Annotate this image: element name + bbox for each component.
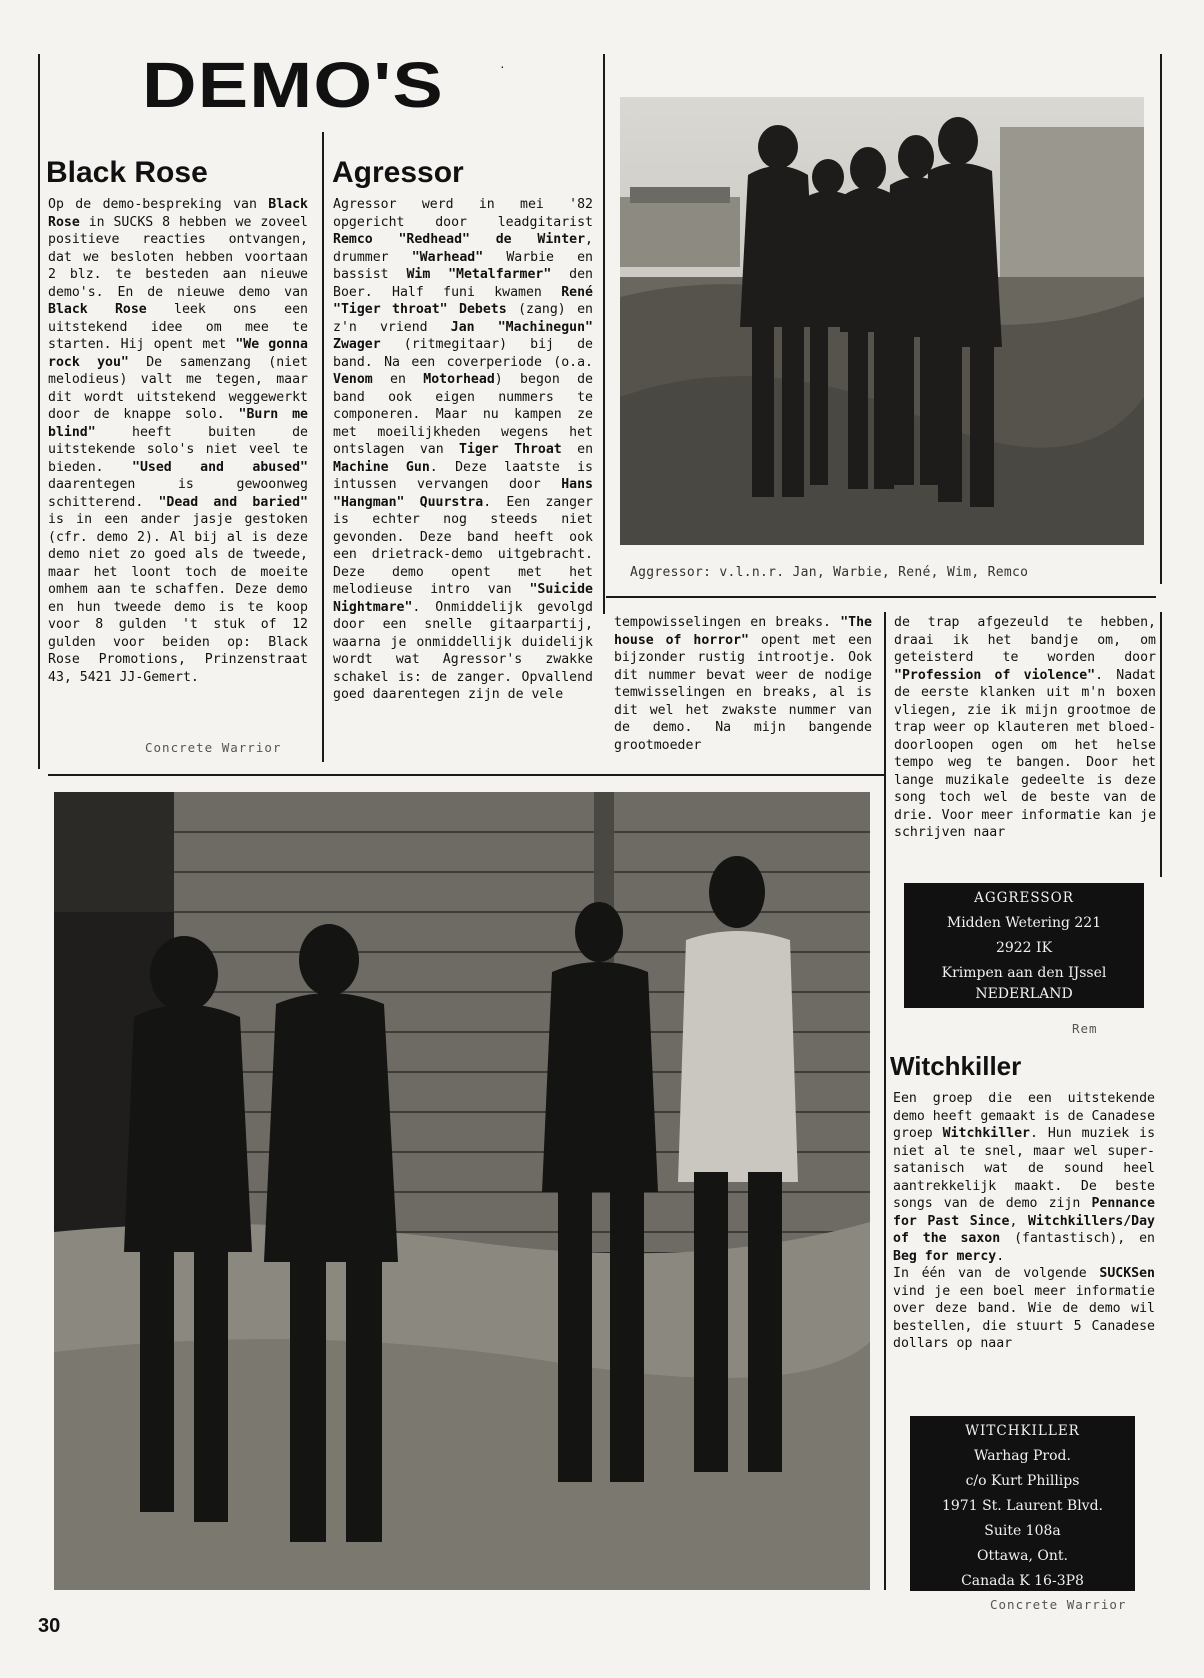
left-column-rule [38, 54, 40, 769]
right-column-rule [884, 760, 886, 1590]
witchkiller-address-line: WITCHKILLER [965, 1423, 1080, 1439]
bold-text-run: Machine Gun [333, 459, 430, 475]
witchkiller-address-box [910, 1416, 1135, 1591]
agressor-credit: Rem [1072, 1021, 1098, 1036]
caption-underline-rule [606, 596, 1156, 598]
center-column-rule [322, 132, 324, 762]
section-divider-rule [48, 774, 884, 776]
text-run: tempowisselingen en breaks. [614, 615, 841, 630]
bold-text-run: Venom [333, 372, 373, 387]
text-run: daarentegen is gewoonweg schitterend. [48, 477, 308, 510]
bold-text-run: Beg for mercy [893, 1248, 997, 1264]
bold-text-run: "Profession of violence" [894, 667, 1096, 683]
bold-text-run: "Suicide Nightmare" [333, 582, 593, 615]
lower-col-rule-1 [884, 612, 886, 762]
witchkiller-heading: Witchkiller [890, 1051, 1022, 1081]
witchkiller-address-line: c/o Kurt Phillips [965, 1473, 1080, 1489]
black-rose-credit: Concrete Warrior [145, 740, 282, 755]
text-run: de trap afgezeuld te hebben, draai ik het bandje om, om geteisterd te worden door [894, 615, 1156, 665]
agressor-article-col3 [894, 614, 1156, 842]
bold-text-run: SUCKSen [1099, 1266, 1155, 1281]
bold-text-run: Wim "Metalfarmer" [406, 267, 552, 282]
text-run: . Een zanger is echter nog steeds niet gevonden. Deze band heeft ook een drietrack-demo uitgebracht. Deze demo opent met het melodieuse intro van [333, 494, 593, 597]
bold-text-run: "The house of horror" [614, 615, 872, 648]
agressor-address-line: NEDERLAND [975, 986, 1073, 1002]
agressor-text-col2 [614, 614, 872, 754]
bold-text-run: Witchkiller [942, 1126, 1030, 1141]
witchkiller-address-line: Warhag Prod. [974, 1448, 1071, 1464]
agressor-address-box [904, 883, 1144, 1008]
text-run: . Nadat de eerste klanken uit m'n boxen vliegen, zie ik mijn grootmoe de trap weer op klauteren met bloed-doorloopen ogen om het helse tempo weg te bangen. Door het lange muzikale gedeelte is deze song toch wel de beste van de drie. Voor meer informatie kan je schrijven naar [894, 667, 1157, 840]
bold-text-run: Jan "Machinegun" Zwager [333, 319, 593, 352]
black-rose-band-photo [54, 792, 870, 1590]
text-run: De samenzang (niet melodieus) valt me tegen, maar dit wordt uitstekend weggewerkt door de knappe solo. [48, 354, 308, 422]
text-run: . Onmiddelijk gevolgd door een snelle gitaarpartij, waarna je onmiddellijk duidelijk wordt wat Agressor's zwakke schakel is: de zanger. Opvallend goed daarentegen zijn de vele [333, 599, 593, 702]
agressor-address-line: Krimpen aan den IJssel [941, 965, 1107, 981]
text-run: In één van de volgende [893, 1266, 1100, 1281]
bold-text-run: "Burn me blind" [48, 407, 308, 440]
page-number: 30 [38, 1615, 61, 1637]
witchkiller-address-line: 1971 St. Laurent Blvd. [941, 1498, 1103, 1514]
bold-text-run: "We gonna rock you" [48, 337, 308, 370]
right-edge-rule-lower [1160, 612, 1162, 877]
masthead-dot: · [500, 58, 505, 74]
text-run: leek ons een uitstekend idee om mee te starten. Hij opent met [48, 302, 308, 352]
agressor-article-col1 [333, 196, 593, 704]
masthead: DEMO'S [142, 49, 444, 121]
text-run: . Deze laatste is intussen vervangen door [333, 459, 593, 492]
right-edge-rule [1160, 54, 1162, 584]
bold-text-run: Pennance for Past Since [893, 1196, 1155, 1229]
agressor-text-col1 [333, 196, 593, 704]
text-run: ) begon de band ook eigen nummers te componeren. Maar nu kampen ze met moeilijkheden wegens het ontslagen van [333, 372, 593, 457]
witchkiller-credit: Concrete Warrior [990, 1597, 1127, 1612]
text-run: is in een ander jasje gestoken (cfr. demo 2). Al bij al is deze demo niet zo goed als de tweede, maar het loont toch de moeite omhem aan te schaffen. Deze demo en hun tweede demo is te koop voor 8 gulden 't stuk of 12 gulden voor beiden op: Black Rose Promotions, Prinzenstraat 43, 5421 JJ-Gemert. [48, 512, 308, 685]
mid-column-rule [603, 54, 605, 614]
text-run: den Boer. Half funi kwamen [333, 267, 593, 300]
text-run: , drummer [333, 232, 593, 265]
bold-text-run: Black Rose [48, 197, 308, 230]
agressor-text-col3 [894, 614, 1156, 842]
black-rose-heading: Black Rose [46, 156, 208, 189]
bold-text-run: Witchkillers/Day of the saxon [893, 1213, 1155, 1246]
bold-text-run: René "Tiger throat" Debets [333, 284, 593, 317]
text-run: heeft buiten de uitstekende solo's niet veel te bieden. [48, 424, 308, 475]
agressor-address-line: 2922 IK [995, 940, 1053, 956]
witchkiller-address-line: Suite 108a [984, 1523, 1061, 1539]
bold-text-run: "Used and abused" [132, 459, 308, 475]
text-run: Op de demo-bespreking van [48, 197, 269, 212]
witchkiller-article [893, 1090, 1155, 1353]
bold-text-run: Hans "Hangman" Quurstra [333, 477, 593, 510]
witchkiller-address-line: Canada K 16-3P8 [961, 1573, 1084, 1589]
bold-text-run: Motorhead [423, 372, 495, 387]
bold-text-run: Tiger Throat [459, 442, 562, 457]
black-rose-article [48, 196, 308, 686]
witchkiller-address-line: Ottawa, Ont. [977, 1548, 1068, 1564]
agressor-heading: Agressor [332, 156, 464, 189]
text-run: (ritmegitaar) bij de band. Na een coverperiode (o.a. [333, 337, 593, 370]
text-run: Warbie en bassist [333, 249, 593, 282]
agressor-article-col2 [614, 614, 872, 754]
text-run: in SUCKS 8 hebben we zoveel positieve reacties ontvangen, dat we besloten hebben voortaan 2 blz. te besteden aan nieuwe demo's. En de nieuwe demo van [48, 214, 308, 300]
agressor-band-photo [620, 97, 1144, 545]
bold-text-run: Black Rose [48, 302, 147, 317]
bold-text-run: "Warhead" [411, 249, 484, 265]
text-run: Agressor werd in mei '82 opgericht door leadgitarist [333, 197, 593, 230]
agressor-address-line: AGGRESSOR [974, 890, 1074, 906]
bold-text-run: Remco "Redhead" de Winter [333, 232, 586, 247]
text-run: vind je een boel meer informatie over deze band. Wie de demo wil bestellen, die stuurt 5 Canadese dollars op naar [893, 1283, 1155, 1351]
text-run: (zang) en z'n vriend [333, 302, 593, 335]
text-run: . [996, 1248, 1005, 1264]
text-run: (fantastisch), en [1000, 1231, 1155, 1246]
agressor-address-line: Midden Wetering 221 [946, 915, 1102, 931]
black-rose-text [48, 196, 308, 686]
agressor-photo-art [620, 97, 1144, 545]
text-run: Een groep die een uitstekende demo heeft gemaakt is de Canadese groep [893, 1091, 1156, 1141]
witchkiller-text [893, 1090, 1155, 1265]
text-run: en [561, 442, 594, 457]
text-run: opent met een bijzonder rustig introotje. Ook dit nummer bevat weer de nodige temwisselingen en breaks, al is dit wel het zwakste nummer van de demo. Na mijn bangende grootmoeder [614, 632, 872, 753]
text-run: , [1009, 1213, 1028, 1229]
witchkiller-text-2 [893, 1265, 1155, 1353]
text-run: . Hun muziek is niet al te snel, maar wel super-satanisch wat de sound heel aantrekkelijk maakt. De beste songs van de demo zijn [893, 1126, 1156, 1211]
text-run: en [372, 372, 424, 387]
agressor-photo-caption: Aggressor: v.l.n.r. Jan, Warbie, René, Wim, Remco [630, 565, 1029, 580]
black-rose-photo-art [54, 792, 870, 1590]
bold-text-run: "Dead and baried" [158, 494, 308, 510]
